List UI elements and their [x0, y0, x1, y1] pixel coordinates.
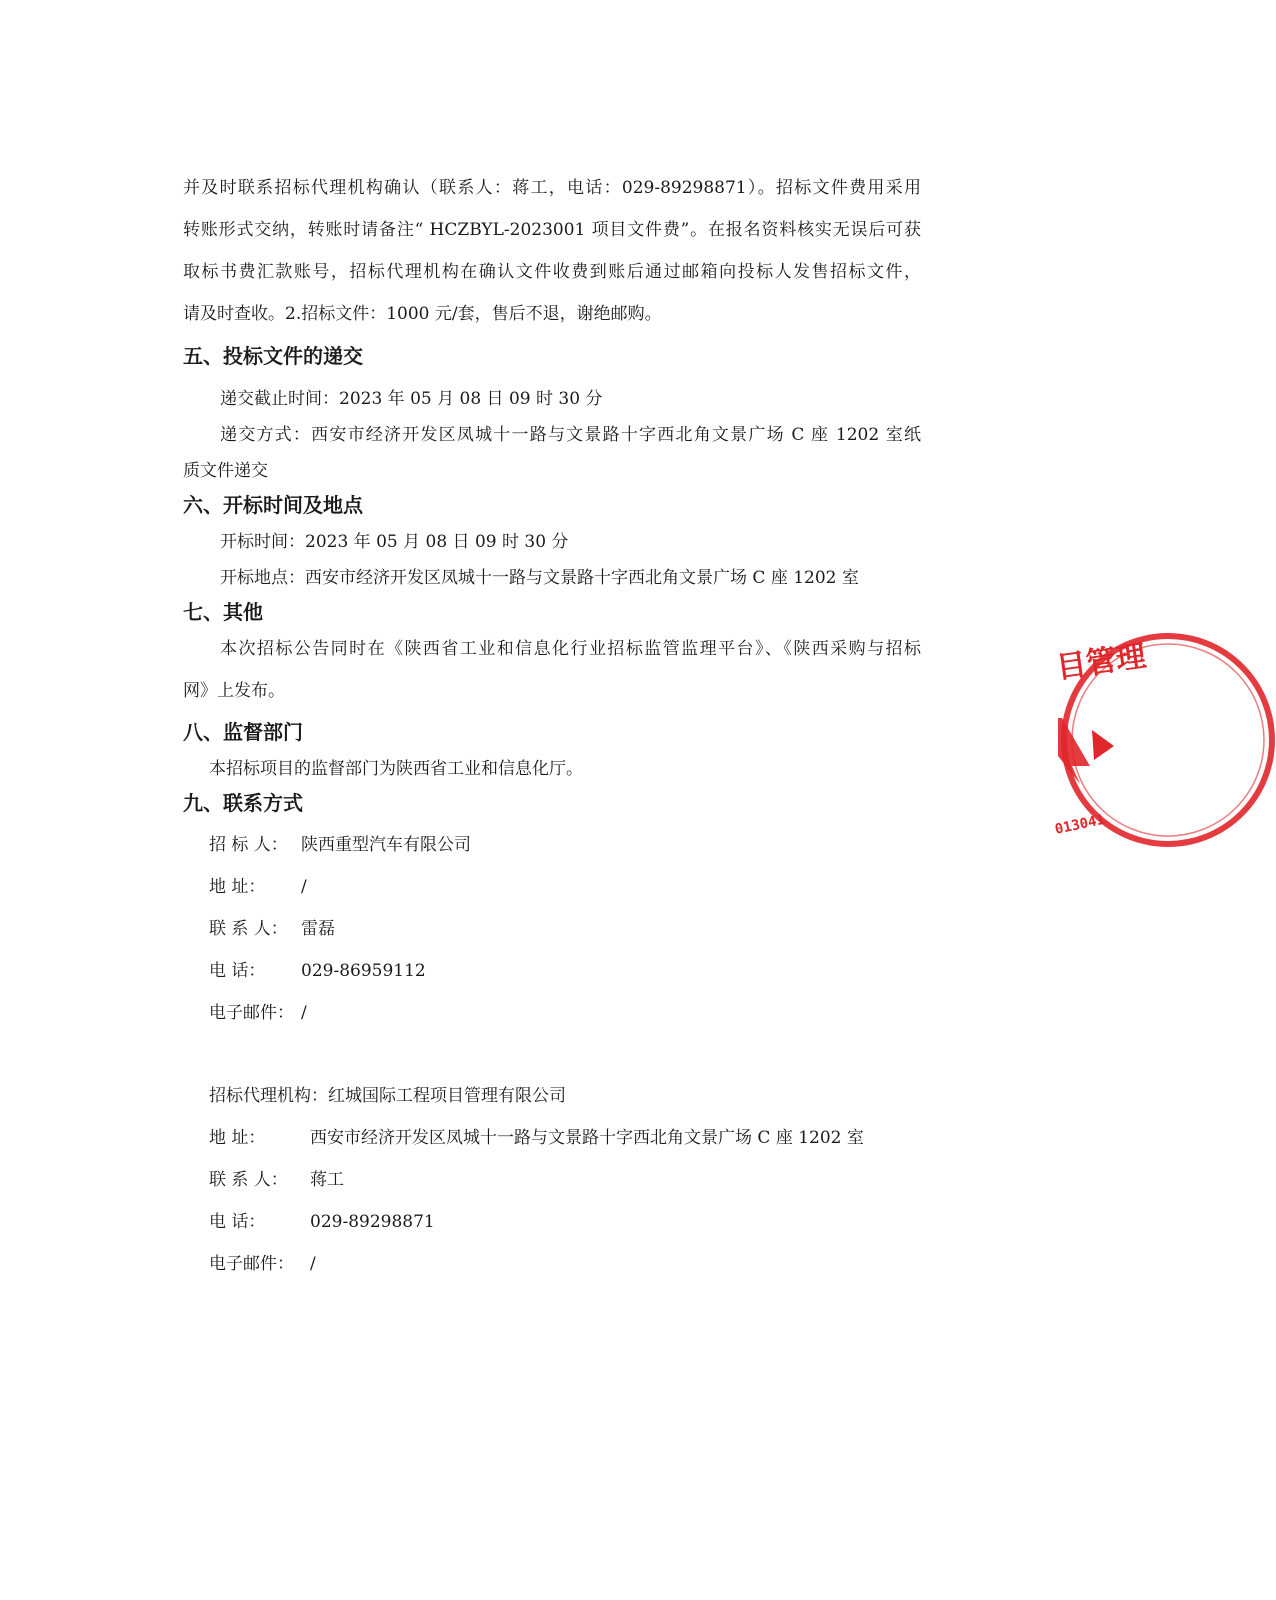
section-8-heading: 八、监督部门	[183, 720, 303, 744]
section-9-heading: 九、联系方式	[183, 791, 303, 815]
tenderer-name-row	[209, 833, 471, 857]
agency-phone-row	[209, 1210, 435, 1234]
agency-contact-row	[209, 1168, 344, 1192]
tenderer-email-row	[209, 1001, 307, 1025]
contact-value: 029-89298871	[310, 1212, 435, 1232]
opening-time: 开标时间：2023 年 05 月 08 日 09 时 30 分	[220, 532, 569, 552]
agency-address-row	[209, 1126, 864, 1150]
section-7-heading: 七、其他	[183, 600, 263, 624]
contact-value: 红城国际工程项目管理有限公司	[328, 1086, 566, 1106]
section-5-heading: 五、投标文件的递交	[183, 344, 363, 368]
contact-label: 地 址：	[209, 877, 266, 897]
contact-value: 陕西重型汽车有限公司	[301, 835, 471, 855]
contact-value: 蒋工	[310, 1170, 344, 1190]
contact-label: 招标代理机构：	[209, 1086, 328, 1106]
supervision-text: 本招标项目的监督部门为陕西省工业和信息化厅。	[209, 759, 583, 779]
intro-line-1: 并及时联系招标代理机构确认（联系人：蒋工，电话：029-89298871）。招标文件费用采用	[183, 178, 921, 198]
seal-text-bottom: 013041	[1053, 811, 1107, 838]
contact-value: /	[301, 877, 307, 897]
intro-line-3: 取标书费汇款账号，招标代理机构在确认文件收费到账后通过邮箱向投标人发售招标文件，	[183, 262, 921, 282]
contact-value: 029-86959112	[301, 961, 426, 981]
contact-label: 电子邮件：	[209, 1254, 294, 1274]
agency-email-row	[209, 1252, 316, 1276]
tenderer-contact-row	[209, 917, 335, 941]
contact-value: /	[301, 1003, 307, 1023]
contact-value: /	[310, 1254, 316, 1274]
contact-label: 电 话：	[209, 961, 266, 981]
publication-line-1: 本次招标公告同时在《陕西省工业和信息化行业招标监管监理平台》、《陕西采购与招标	[220, 639, 921, 659]
company-seal	[1053, 628, 1149, 868]
agency-name-row	[209, 1084, 566, 1108]
contact-value: 西安市经济开发区凤城十一路与文景路十字西北角文景广场 C 座 1202 室	[310, 1128, 864, 1148]
submission-method-line-1: 递交方式：西安市经济开发区凤城十一路与文景路十字西北角文景广场 C 座 1202 室纸	[220, 425, 921, 445]
opening-place: 开标地点：西安市经济开发区凤城十一路与文景路十字西北角文景广场 C 座 1202 室	[220, 568, 859, 588]
contact-label: 地 址：	[209, 1128, 266, 1148]
seal-text-top: 目管理	[1054, 638, 1149, 686]
tenderer-phone-row	[209, 959, 426, 983]
contact-label: 招 标 人：	[209, 835, 288, 855]
publication-line-2: 网》上发布。	[183, 681, 285, 701]
intro-line-4: 请及时查收。2.招标文件：1000 元/套，售后不退，谢绝邮购。	[183, 304, 662, 324]
contact-label: 电子邮件：	[209, 1003, 294, 1023]
section-6-heading: 六、开标时间及地点	[183, 493, 363, 517]
seal-star-icon	[1058, 718, 1090, 784]
seal-star-point-icon	[1092, 730, 1114, 760]
seal-graphic	[1053, 628, 1276, 868]
contact-label: 联 系 人：	[209, 919, 288, 939]
contact-label: 联 系 人：	[209, 1170, 288, 1190]
submission-method-line-2: 质文件递交	[183, 461, 268, 481]
submission-deadline: 递交截止时间：2023 年 05 月 08 日 09 时 30 分	[220, 389, 603, 409]
contact-label: 电 话：	[209, 1212, 266, 1232]
contact-value: 雷磊	[301, 919, 335, 939]
intro-line-2: 转账形式交纳，转账时请备注“ HCZBYL-2023001 项目文件费”。在报名资料核实无误后可获	[183, 220, 921, 240]
tenderer-address-row	[209, 875, 307, 899]
